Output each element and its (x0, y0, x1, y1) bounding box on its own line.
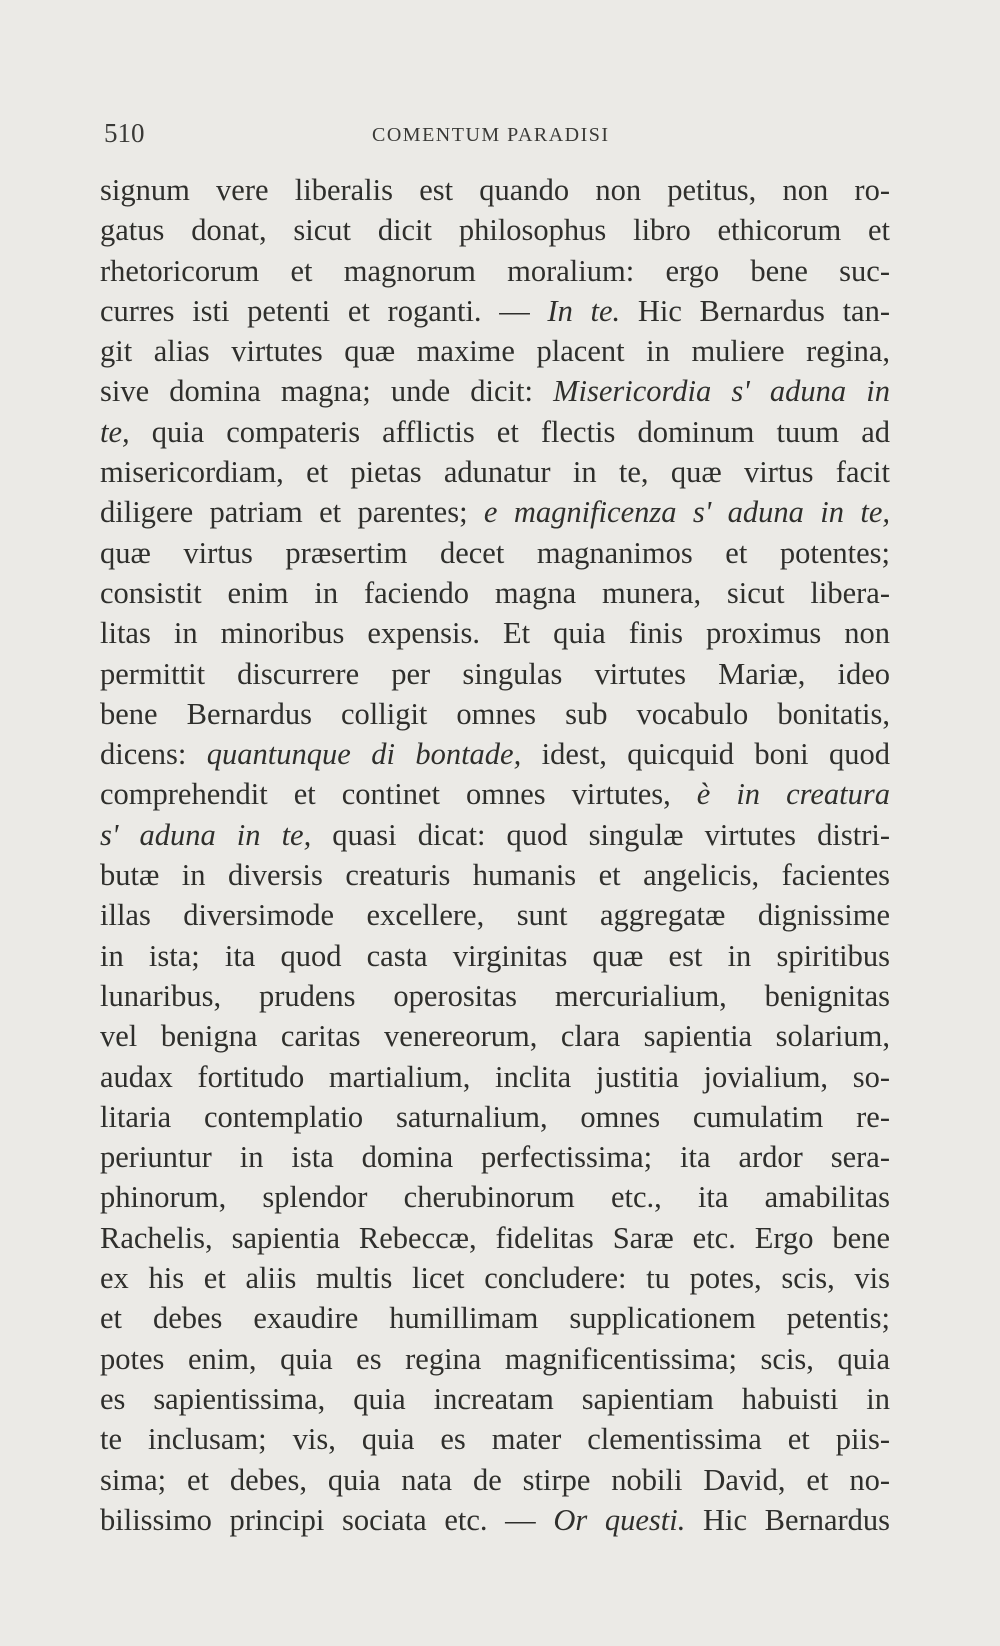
text-run: comprehendit et continet omnes virtutes, (100, 777, 697, 812)
text-run: potes enim, quia es regina magnificentissima; scis, quia (100, 1341, 890, 1376)
italic-quote: Misericordia s' aduna in (553, 374, 891, 409)
text-line (100, 533, 890, 573)
text-line (100, 210, 890, 250)
text-line (100, 1177, 890, 1217)
text-line (100, 1057, 890, 1097)
text-run: dicens: (100, 737, 207, 772)
text-line (100, 1137, 890, 1177)
text-run: audax fortitudo martialium, inclita justitia jovialium, so- (100, 1059, 890, 1094)
italic-quote: è in creatura (696, 777, 890, 812)
text-run: te inclusam; vis, quia es mater clementissima et piis- (100, 1422, 890, 1457)
text-run: curres isti petenti et roganti. — (100, 293, 548, 328)
text-line (100, 1298, 890, 1338)
text-run: permittit discurrere per singulas virtutes Mariæ, ideo (100, 656, 890, 691)
text-run: diligere patriam et parentes; (100, 495, 484, 530)
text-run: signum vere liberalis est quando non petitus, non ro- (100, 173, 890, 207)
text-line (100, 1379, 890, 1419)
text-run: et debes exaudire humillimam supplicationem petentis; (100, 1301, 890, 1336)
text-run: lunaribus, prudens operositas mercurialium, benignitas (100, 978, 890, 1013)
text-line (100, 936, 890, 976)
text-run: es sapientissima, quia increatam sapientiam habuisti in (100, 1381, 890, 1416)
text-run: idest, quicquid boni quod (521, 737, 890, 772)
page-number: 510 (104, 118, 145, 148)
text-line (100, 1500, 890, 1540)
text-line (100, 1460, 890, 1500)
italic-quote: Or questi. (553, 1502, 686, 1537)
text-run: phinorum, splendor cherubinorum etc., ita amabilitas (100, 1180, 890, 1215)
text-run: bilissimo principi sociata etc. — (100, 1502, 554, 1537)
italic-quote: te, (100, 414, 130, 449)
text-line (100, 291, 890, 331)
text-line (100, 170, 890, 210)
text-line (100, 774, 890, 814)
text-line (100, 573, 890, 613)
text-run: butæ in diversis creaturis humanis et angelicis, facientes (100, 858, 890, 893)
text-run: misericordiam, et pietas adunatur in te, quæ virtus facit (100, 455, 890, 490)
page-header (100, 118, 890, 158)
text-run: litas in minoribus expensis. Et quia finis proximus non (100, 616, 890, 651)
text-line (100, 371, 890, 411)
text-run: quia compateris afflictis et flectis dominum tuum ad (129, 414, 890, 449)
text-run: periuntur in ista domina perfectissima; ita ardor sera- (100, 1140, 890, 1175)
text-line (100, 855, 890, 895)
running-title: COMENTUM PARADISI (372, 124, 610, 146)
text-line (100, 1258, 890, 1298)
text-line (100, 412, 890, 452)
text-line (100, 613, 890, 653)
text-line (100, 694, 890, 734)
text-line (100, 734, 890, 774)
italic-quote: quantunque di bontade, (206, 737, 522, 772)
text-line (100, 452, 890, 492)
italic-quote: s' aduna in te, (100, 817, 312, 852)
text-run: Hic Bernardus (685, 1502, 891, 1537)
text-run: litaria contemplatio saturnalium, omnes cumulatim re- (100, 1099, 890, 1134)
text-run: illas diversimode excellere, sunt aggregatæ dignissime (100, 898, 890, 933)
text-run: consistit enim in faciendo magna munera, sicut libera- (100, 575, 890, 610)
text-run: git alias virtutes quæ maxime placent in muliere regina, (100, 334, 890, 369)
text-line (100, 654, 890, 694)
text-line (100, 331, 890, 371)
text-line (100, 492, 890, 532)
text-run: gatus donat, sicut dicit philosophus libro ethicorum et (100, 213, 890, 248)
text-line (100, 895, 890, 935)
text-line (100, 1218, 890, 1258)
text-run: Rachelis, sapientia Rebeccæ, fidelitas Saræ etc. Ergo bene (100, 1220, 890, 1255)
text-line (100, 1339, 890, 1379)
text-line (100, 976, 890, 1016)
text-run: sima; et debes, quia nata de stirpe nobili David, et no- (100, 1462, 890, 1497)
text-run: ex his et aliis multis licet concludere: tu potes, scis, vis (100, 1261, 890, 1296)
text-run: quæ virtus præsertim decet magnanimos et potentes; (100, 535, 890, 570)
text-line (100, 815, 890, 855)
italic-quote: In te. (547, 293, 621, 328)
text-run: rhetoricorum et magnorum moralium: ergo bene suc- (100, 253, 890, 288)
text-run: in ista; ita quod casta virginitas quæ est in spiritibus (100, 938, 890, 973)
body-text (100, 170, 890, 1540)
text-line (100, 1097, 890, 1137)
italic-quote: e magnificenza s' aduna in te, (483, 495, 890, 530)
text-run: Hic Bernardus tan- (620, 293, 891, 328)
text-line (100, 1419, 890, 1459)
text-run: bene Bernardus colligit omnes sub vocabulo bonitatis, (100, 696, 890, 731)
text-line (100, 251, 890, 291)
text-run: quasi dicat: quod singulæ virtutes distri- (311, 817, 890, 852)
text-run: vel benigna caritas venereorum, clara sapientia solarium, (100, 1019, 890, 1054)
text-line (100, 1016, 890, 1056)
text-run: sive domina magna; unde dicit: (100, 374, 554, 409)
